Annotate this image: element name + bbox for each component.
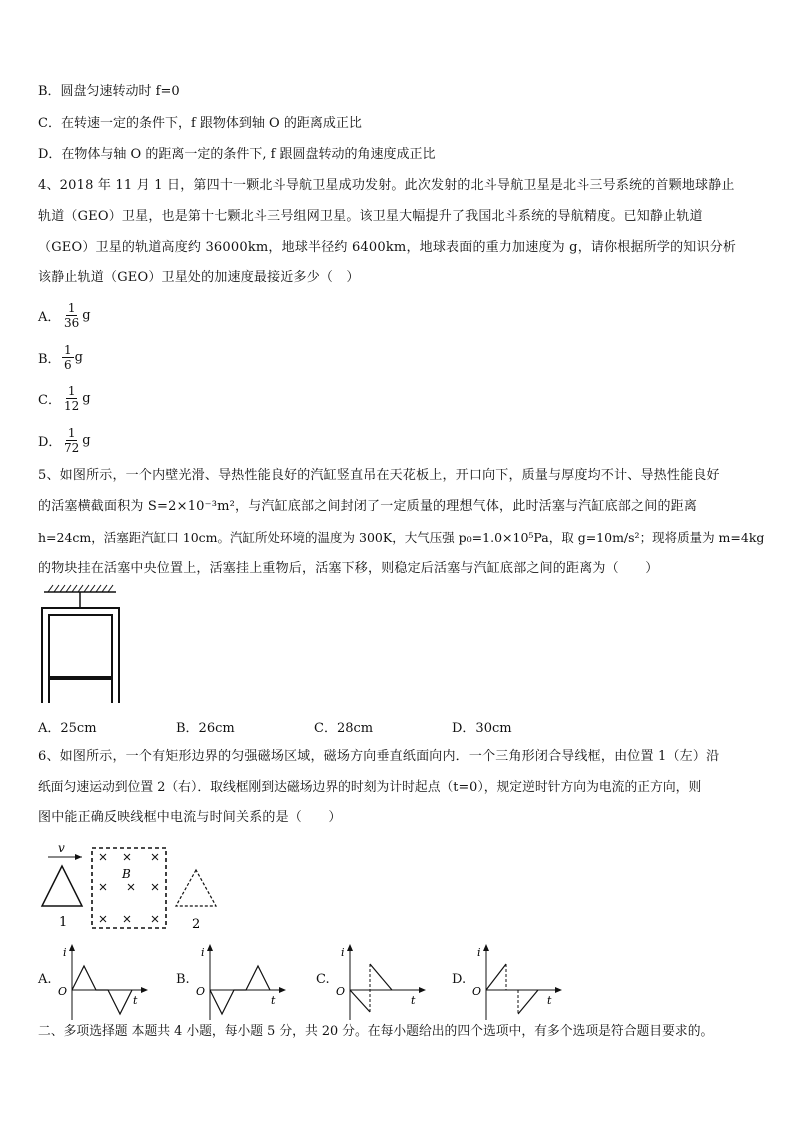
magnetic-field-figure: [38, 838, 228, 934]
axis-t: t: [133, 994, 138, 1007]
axis-i: i: [477, 946, 481, 959]
q6-stem-line1: 6、如图所示，一个有矩形边界的匀强磁场区域，磁场方向垂直纸面向内．一个三角形闭合导线框，由位置 1（左）沿: [38, 749, 720, 764]
q4-option-c: [38, 377, 91, 419]
unit: g: [74, 349, 83, 365]
q4-option-b: [38, 336, 83, 378]
q5-answer-d: D．30cm: [452, 721, 512, 736]
q5-answer-a: A．25cm: [38, 721, 97, 736]
fraction: $\frac{1}{72}$: [64, 425, 80, 455]
unit: g: [82, 307, 91, 323]
q4-stem-line4: 该静止轨道（GEO）卫星处的加速度最接近多少（ ）: [38, 270, 360, 285]
axis-i: i: [63, 946, 67, 959]
fraction: $\frac{1}{6}$: [64, 342, 72, 372]
graph-b-label: B.: [176, 972, 190, 987]
current-graph-b: [196, 942, 296, 1024]
q4-stem-line2: 轨道（GEO）卫星，也是第十七颗北斗三号组网卫星。该卫星大幅提升了我国北斗系统的导航精度。已知静止轨道: [38, 209, 703, 224]
unit: g: [82, 390, 91, 406]
graph-a-label: A.: [38, 972, 52, 987]
velocity-label: v: [58, 841, 65, 855]
current-graph-a: [58, 942, 158, 1024]
axis-i: i: [201, 946, 205, 959]
q4-option-a: [38, 294, 91, 336]
fraction: $\frac{1}{36}$: [64, 300, 80, 330]
axis-o: O: [58, 985, 68, 998]
q5-stem-line1: 5、如图所示，一个内壁光滑、导热性能良好的汽缸竖直吊在天花板上，开口向下，质量与厚度均不计、导热性能良好: [38, 468, 720, 483]
cylinder-figure: [38, 582, 128, 706]
current-graph-c: [336, 942, 436, 1024]
q4-stem-line3: （GEO）卫星的轨道高度约 36000km，地球半径约 6400km，地球表面的重力加速度为 g，请你根据所学的知识分析: [38, 240, 737, 255]
axis-t: t: [271, 994, 276, 1007]
q3-option-d: D．在物体与轴 O 的距离一定的条件下, f 跟圆盘转动的角速度成正比: [38, 147, 436, 162]
q4-stem-line1: 4、2018 年 11 月 1 日，第四十一颗北斗导航卫星成功发射。此次发射的北斗导航卫星是北斗三号系统的首颗地球静止: [38, 178, 735, 193]
option-label: B．: [38, 351, 61, 367]
q4-option-d: [38, 419, 91, 461]
unit: g: [82, 432, 91, 448]
option-label: D．: [38, 434, 62, 450]
section-2-heading: 二、多项选择题 本题共 4 小题，每小题 5 分，共 20 分。在每小题给出的四个选项中，有多个选项是符合题目要求的。: [38, 1024, 714, 1039]
current-graph-d: [472, 942, 572, 1024]
option-label: A．: [38, 309, 61, 325]
q6-stem-line2: 纸面匀速运动到位置 2（右）．取线框刚到达磁场边界的时刻为计时起点（t=0），规定逆时针方向为电流的正方向，则: [38, 780, 702, 795]
q3-option-c: C．在转速一定的条件下，f 跟物体到轴 O 的距离成正比: [38, 116, 362, 131]
axis-i: i: [341, 946, 345, 959]
field-b-label: B: [122, 867, 131, 881]
q5-stem-line4: 的物块挂在活塞中央位置上，活塞挂上重物后，活塞下移，则稳定后活塞与汽缸底部之间的距离为（ ）: [38, 561, 659, 576]
q3-option-b: B．圆盘匀速转动时 f=0: [38, 84, 180, 99]
axis-t: t: [547, 994, 552, 1007]
option-label: C．: [38, 392, 61, 408]
graph-d-label: D.: [452, 972, 467, 987]
axis-o: O: [336, 985, 346, 998]
q5-answer-c: C．28cm: [314, 721, 374, 736]
axis-o: O: [472, 985, 482, 998]
q5-answer-b: B．26cm: [176, 721, 235, 736]
position-1-label: 1: [59, 915, 68, 930]
axis-t: t: [411, 994, 416, 1007]
q5-stem-line3: h=24cm，活塞距汽缸口 10cm。汽缸所处环境的温度为 300K，大气压强 p₀=1.0×10⁵Pa，取 g=10m/s²；现将质量为 m=4kg: [38, 530, 765, 545]
graph-c-label: C.: [316, 972, 330, 987]
q6-stem-line3: 图中能正确反映线框中电流与时间关系的是（ ）: [38, 810, 342, 825]
axis-o: O: [196, 985, 206, 998]
fraction: $\frac{1}{12}$: [64, 383, 80, 413]
q5-stem-line2: 的活塞横截面积为 S=2×10⁻³m²，与汽缸底部之间封闭了一定质量的理想气体，此时活塞与汽缸底部之间的距离: [38, 499, 698, 514]
position-2-label: 2: [192, 917, 201, 932]
